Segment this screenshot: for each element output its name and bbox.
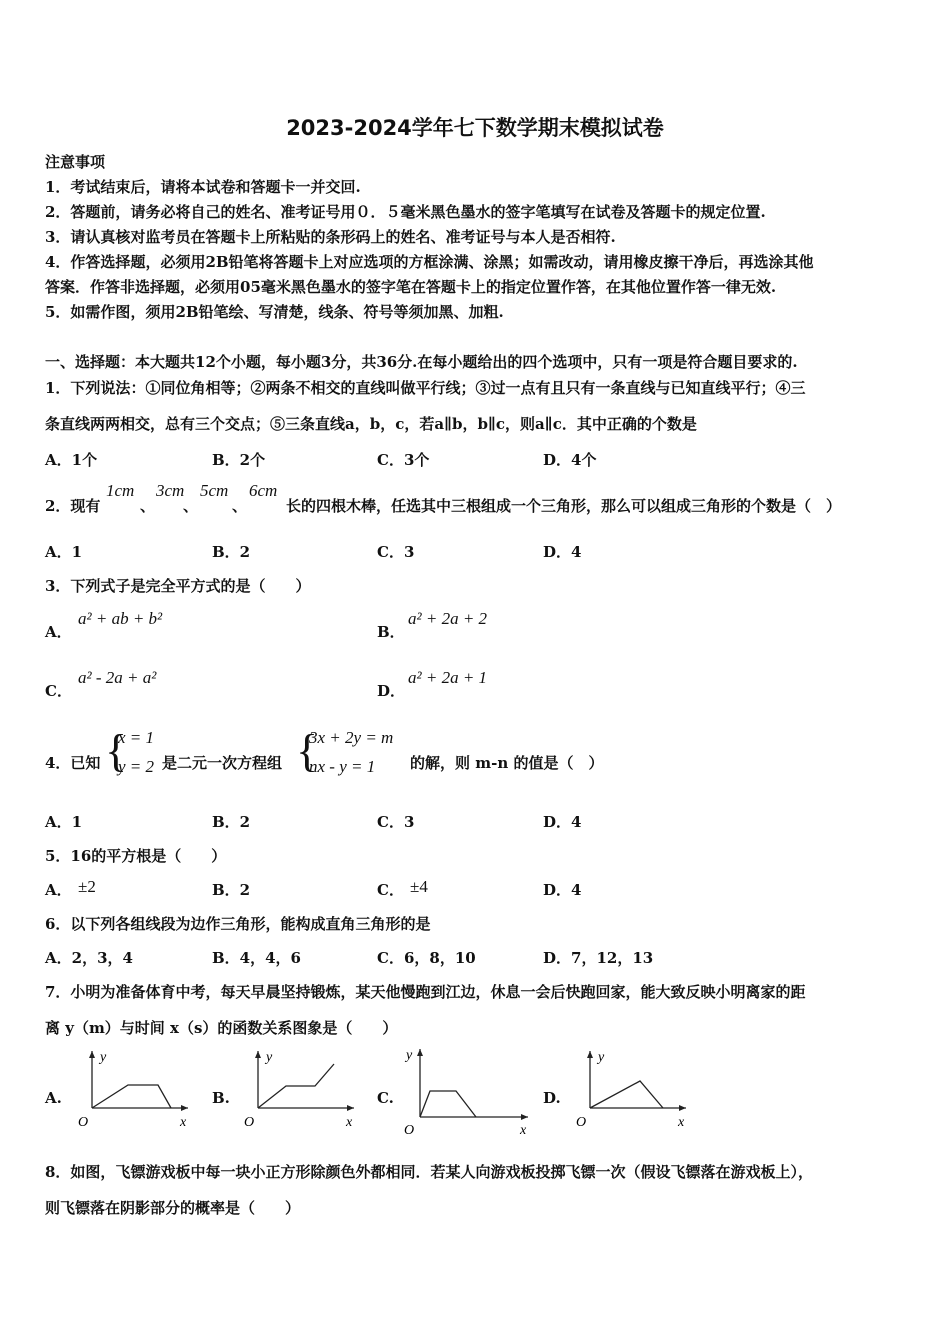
axis-y-label: y	[406, 1048, 413, 1063]
q5-stem: 5．16的平方根是（ ）	[45, 847, 227, 865]
notice-item: 4．作答选择题，必须用2B铅笔将答题卡上对应选项的方框涂满、涂黑；如需改动，请用橡皮擦干净后，再选涂其他	[45, 253, 814, 271]
q3-label-b: B．	[377, 623, 405, 641]
axis-x-label: x	[678, 1115, 685, 1130]
q7-label-a: A.	[45, 1089, 62, 1107]
q4-sys2-eq1: 3x + 2y = m	[309, 728, 394, 747]
q2-option-b: B．2	[212, 543, 251, 561]
q1-line2: 条直线两两相交，总有三个交点；⑤三条直线a，b，c，若a∥b，b∥c，则a∥c．其中正确的个数是	[45, 415, 697, 433]
q4-mid: 是二元一次方程组	[162, 754, 283, 772]
q7-label-d: D.	[543, 1089, 561, 1107]
q5-label-c: C．	[377, 881, 404, 899]
q6-option-c: C．6，8，10	[377, 949, 476, 967]
q7-label-b: B.	[212, 1089, 230, 1107]
q4-sys2-eq2: nx - y = 1	[309, 757, 376, 776]
q8-line2: 则飞镖落在阴影部分的概率是（ ）	[45, 1199, 301, 1217]
q1-option-a: A．1个	[45, 451, 98, 469]
section-heading: 一、选择题：本大题共12个小题，每小题3分，共36分.在每小题给出的四个选项中，只有一项是符合题目要求的.	[45, 353, 798, 371]
axis-y-label: y	[266, 1050, 273, 1065]
q7-graph-c	[400, 1044, 535, 1139]
q7-graph-b	[236, 1046, 361, 1136]
q6-stem: 6．以下列各组线段为边作三角形，能构成直角三角形的是	[45, 915, 431, 933]
q7-line1: 7．小明为准备体育中考，每天早晨坚持锻炼，某天他慢跑到江边，休息一会后快跑回家，能大致反映小明离家的距	[45, 983, 806, 1001]
origin-label: O	[404, 1123, 415, 1138]
q2-length-1: 1cm	[106, 481, 135, 500]
notice-heading: 注意事项	[45, 153, 106, 171]
q2-length-3: 5cm	[200, 481, 229, 500]
q2-option-c: C．3	[377, 543, 415, 561]
q5-label-a: A．	[45, 881, 72, 899]
q5-value-c: ±4	[410, 877, 428, 896]
q2-length-4: 6cm	[249, 481, 278, 500]
q4-option-b: B．2	[212, 813, 251, 831]
origin-label: O	[78, 1115, 89, 1130]
q5-option-d: D．4	[543, 881, 582, 899]
notice-item: 2．答题前，请务必将自己的姓名、准考证号用０．５毫米黑色墨水的签字笔填写在试卷及答题卡的规定位置.	[45, 203, 766, 221]
q4-brace-1: {	[105, 725, 128, 776]
q2-sep: 、	[140, 497, 156, 515]
q4-brace-2: {	[296, 725, 319, 776]
q3-label-c: C．	[45, 682, 72, 700]
q4-prefix: 4．已知	[45, 754, 101, 772]
q4-suffix: 的解，则 m-n 的值是（ ）	[410, 754, 604, 772]
q3-expr-d: a² + 2a + 1	[408, 668, 488, 687]
q1-option-b: B．2个	[212, 451, 266, 469]
q3-expr-b: a² + 2a + 2	[408, 609, 488, 628]
q8-line1: 8．如图，飞镖游戏板中每一块小正方形除颜色外都相同．若某人向游戏板投掷飞镖一次（假设飞镖落在游戏板上），	[45, 1163, 813, 1181]
q3-stem: 3．下列式子是完全平方式的是（ ）	[45, 577, 311, 595]
q4-sys1-eq2: y = 2	[118, 757, 155, 776]
q2-sep: 、	[232, 497, 248, 515]
origin-label: O	[576, 1115, 587, 1130]
q6-option-a: A．2，3，4	[45, 949, 133, 967]
q4-option-a: A．1	[45, 813, 83, 831]
q1-option-c: C．3个	[377, 451, 430, 469]
axis-x-label: x	[346, 1115, 353, 1130]
q2-sep: 、	[183, 497, 199, 515]
notice-item: 答案．作答非选择题，必须用05毫米黑色墨水的签字笔在答题卡上的指定位置作答，在其他位置作答一律无效.	[45, 278, 777, 296]
q2-option-d: D．4	[543, 543, 582, 561]
q5-option-b: B．2	[212, 881, 251, 899]
q6-option-d: D．7，12，13	[543, 949, 654, 967]
q3-label-d: D．	[377, 682, 406, 700]
q5-value-a: ±2	[78, 877, 96, 896]
q1-line1: 1．下列说法：①同位角相等；②两条不相交的直线叫做平行线；③过一点有且只有一条直线与已知直线平行；④三	[45, 379, 806, 397]
notice-item: 5．如需作图，须用2B铅笔绘、写清楚，线条、符号等须加黑、加粗.	[45, 303, 504, 321]
axis-y-label: y	[598, 1050, 605, 1065]
q2-suffix: 长的四根木棒，任选其中三根组成一个三角形，那么可以组成三角形的个数是（ ）	[286, 497, 842, 515]
q2-prefix: 2．现有	[45, 497, 101, 515]
q1-option-d: D．4个	[543, 451, 597, 469]
q7-graph-d	[568, 1046, 693, 1136]
q2-option-a: A．1	[45, 543, 83, 561]
notice-item: 3．请认真核对监考员在答题卡上所粘贴的条形码上的姓名、准考证号与本人是否相符.	[45, 228, 616, 246]
axis-x-label: x	[520, 1123, 527, 1138]
origin-label: O	[244, 1115, 255, 1130]
q4-sys1-eq1: x = 1	[118, 728, 155, 747]
q3-expr-a: a² + ab + b²	[78, 609, 163, 628]
notice-item: 1．考试结束后，请将本试卷和答题卡一并交回.	[45, 178, 361, 196]
q4-option-c: C．3	[377, 813, 415, 831]
q7-graph-a	[70, 1046, 195, 1136]
q3-label-a: A．	[45, 623, 72, 641]
q7-label-c: C.	[377, 1089, 394, 1107]
q3-expr-c: a² - 2a + a²	[78, 668, 157, 687]
axis-y-label: y	[100, 1050, 107, 1065]
q6-option-b: B．4，4，6	[212, 949, 301, 967]
page-title: 2023-2024学年七下数学期末模拟试卷	[286, 116, 664, 140]
axis-x-label: x	[180, 1115, 187, 1130]
q7-line2: 离 y（m）与时间 x（s）的函数关系图象是（ ）	[45, 1019, 398, 1037]
q4-option-d: D．4	[543, 813, 582, 831]
q2-length-2: 3cm	[156, 481, 185, 500]
